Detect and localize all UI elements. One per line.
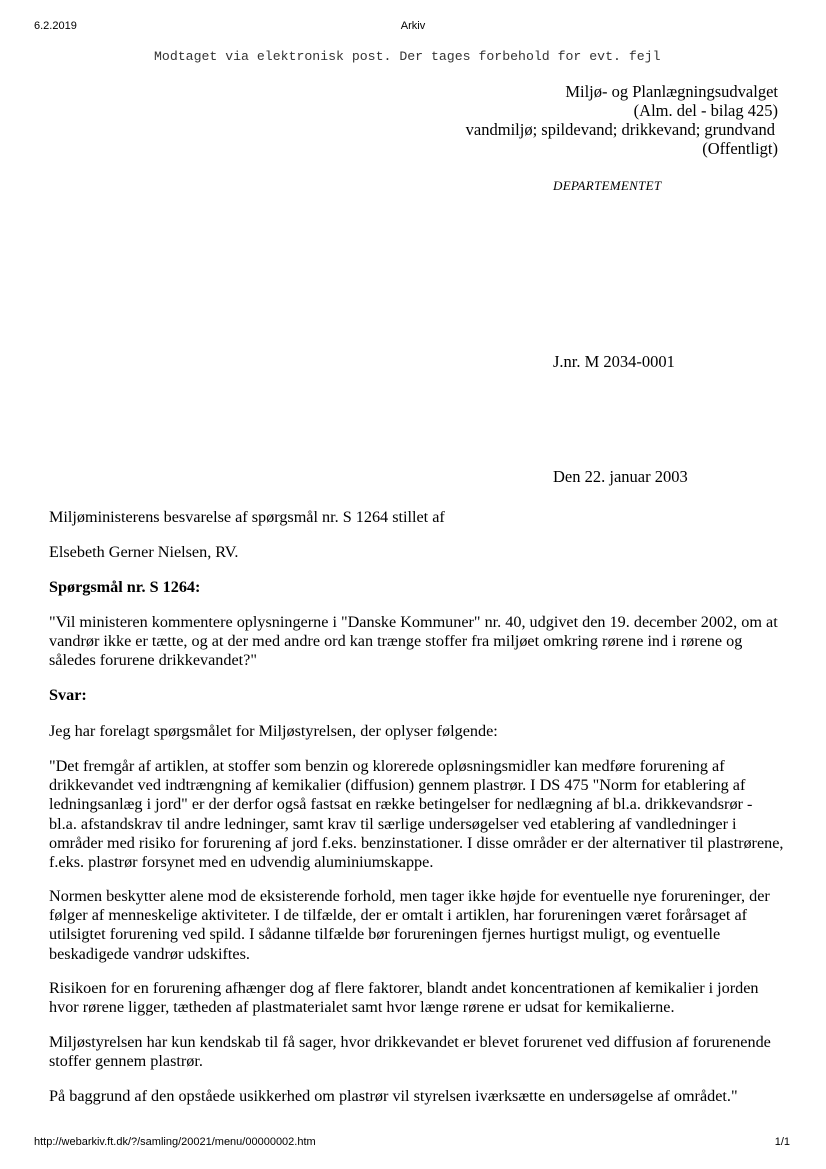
answer-paragraph-6: På baggrund af den opståede usikkerhed om plastrør vil styrelsen iværksætte en undersøgelse af området." [49,1087,738,1105]
print-date: 6.2.2019 [34,20,77,32]
answer-paragraph-4: Risikoen for en forurening afhænger dog af flere faktorer, blandt andet koncentrationen af kemikalier i jorden hvor rørene ligger, tætheden af plastmaterialet samt hvor længe rørene er udsat for kemikalierne. [49,979,759,1017]
question-text: "Vil ministeren kommentere oplysningerne i "Danske Kommuner" nr. 40, udgivet den 19. december 2002, om at vandrør ikke er tætte, og at der med andre ord kan trænge stoffer fra miljøet omkring rørene ind i rørene og således forurene drikkevandet?" [49,613,778,670]
notice-line: Modtaget via elektronisk post. Der tages forbehold for evt. fejl [154,49,661,64]
print-title: Arkiv [400,20,426,32]
answer-paragraph-1: Jeg har forelagt spørgsmålet for Miljøstyrelsen, der oplyser følgende: [49,722,498,740]
asker-name: Elsebeth Gerner Nielsen, RV. [49,543,239,561]
department-label: DEPARTEMENTET [553,178,662,193]
print-footer-url: http://webarkiv.ft.dk/?/samling/20021/menu/00000002.htm [34,1136,316,1148]
address-line-public: (Offentligt) [702,139,778,158]
journal-number: J.nr. M 2034-0001 [553,352,675,371]
answer-paragraph-2: "Det fremgår af artiklen, at stoffer som benzin og klorerede opløsningsmidler kan medføre forurening af drikkevandet ved indtrængning af kemikalier (diffusion) gennem plastrør. I DS 475 "Norm for etablering af ledningsanlæg i jord" er der derfor også fastsat en række betingelser for nedlægning af bl.a. drikkevandsrør - bl.a. afstandskrav til andre ledninger, samt krav til særlige undersøgelser ved etablering af vandledninger i områder med risiko for forurening af jord f.eks. benzinstationer. I disse områder er der alternativer til plastrørene, f.eks. plastrør forsynet med en udvendig aluminiumskappe. [49,757,784,872]
answer-paragraph-5: Miljøstyrelsen har kun kendskab til få sager, hvor drikkevandet er blevet forurenet ved diffusion af forurenende stoffer gennem plastrør. [49,1033,771,1071]
answer-heading: Svar: [49,686,87,704]
answer-paragraph-3: Normen beskytter alene mod de eksisterende forhold, men tager ikke højde for eventuelle nye forureninger, der følger af menneskelige aktiviteter. I de tilfælde, der er omtalt i artiklen, har forureningen været forårsaget af utilsigtet forurening ved spild. I sådanne tilfælde bør forureningen fjernes hurtigst muligt, og eventuelle beskadigede vandrør udskiftes. [49,887,770,963]
intro-line: Miljøministerens besvarelse af spørgsmål nr. S 1264 stillet af [49,508,445,526]
address-line-topics: vandmiljø; spildevand; drikkevand; grundvand [465,120,775,139]
letter-date: Den 22. januar 2003 [553,467,688,486]
print-page-number: 1/1 [774,1136,790,1148]
address-line-bilag: (Alm. del - bilag 425) [633,101,778,120]
question-heading: Spørgsmål nr. S 1264: [49,578,201,596]
address-line-committee: Miljø- og Planlægningsudvalget [565,82,778,101]
